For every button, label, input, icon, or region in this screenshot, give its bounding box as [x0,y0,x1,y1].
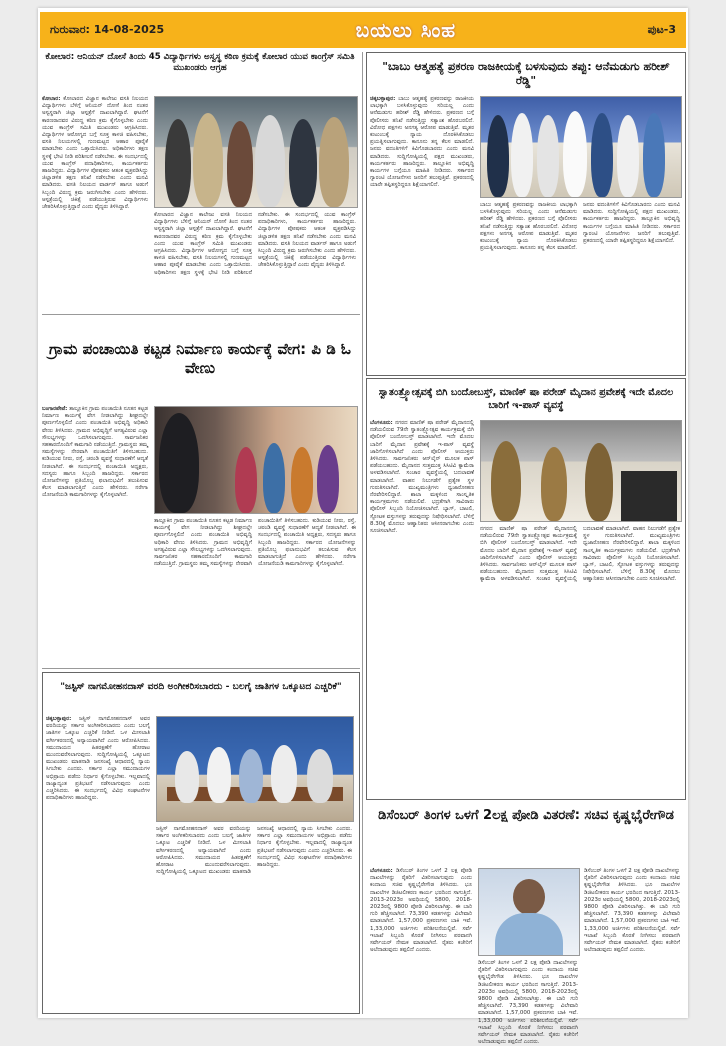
story-dateline: ಬೆಂಗಳೂರು: [370,868,393,874]
masthead [40,12,686,48]
story-body [370,420,474,794]
story-dateline: ಬೆಂಗಳೂರು: [370,420,393,426]
story-dateline: ಚಿಕ್ಕಬಳ್ಳಾಪುರ: [46,716,72,722]
column-divider [362,52,363,1014]
story-headline: ಕೋಲಾರ: ಆನಿಯನ್ ದೋಸೆ ತಿಂದು 45 ವಿದ್ಯಾರ್ಥಿಗಳು ಅಸ್ವಸ್ಥ ಕಠಿಣ ಕ್ರಮಕ್ಕೆ ಕೋಲಾರ ಯುವ ಕಾಂಗ್ರೆಸ್ ಸಮಿತಿ ಮುಖಂಡರು ಆಗ್ರಹ [45,52,355,73]
news-photo [480,420,682,522]
news-photo [154,96,358,208]
story-text-continued: ಬಾಬು ಆತ್ಮಹತ್ಯೆ ಪ್ರಕರಣವನ್ನು ರಾಜಕೀಯ ಲಾಭಕ್ಕಾಗಿ ಬಳಸಿಕೊಳ್ಳುವುದು ಸರಿಯಲ್ಲ ಎಂದು ಆನೆಮಡುಗು ಹರೀಶ್ ರೆಡ್ಡಿ ಹೇಳಿದರು. ಪ್ರಕರಣದ ಬಗ್ಗೆ ಪೊಲೀಸರು ತನಿಖೆ ನಡೆಸುತ್ತಿದ್ದು ಸತ್ಯಾಂಶ ಹೊರಬರಲಿದೆ. ವಿರೋಧ ಪಕ್ಷಗಳು ಅನಗತ್ಯ ಆರೋಪ ಮಾಡುತ್ತಿವೆ. ಮೃತರ ಕುಟುಂಬಕ್ಕೆ ನ್ಯಾಯ ದೊರಕಿಸಿಕೊಡಲು ಪ್ರಯತ್ನಿಸಲಾಗುವುದು. ಕಾನೂನು ತನ್ನ ಕೆಲಸ ಮಾಡಲಿದೆ. ಜನರು ವದಂತಿಗಳಿಗೆ ಕಿವಿಗೊಡಬಾರದು ಎಂದು ಮನವಿ ಮಾಡಿದರು. ಸುದ್ದಿಗೋಷ್ಠಿಯಲ್ಲಿ ಪಕ್ಷದ ಮುಖಂಡರು, ಕಾರ್ಯಕರ್ತರು ಹಾಜರಿದ್ದರು. ತಾಲ್ಲೂಕಿನ ಅಭಿವೃದ್ಧಿ ಕಾರ್ಯಗಳ ಬಗ್ಗೆಯೂ ಮಾಹಿತಿ ನೀಡಿದರು. ಸರ್ಕಾರದ ಗ್ಯಾರಂಟಿ ಯೋಜನೆಗಳು ಜನರಿಗೆ ತಲುಪುತ್ತಿವೆ. ಪ್ರಕರಣದಲ್ಲಿ ಯಾರೇ ತಪ್ಪಿತಸ್ಥರಿದ್ದರೂ ಶಿಕ್ಷೆಯಾಗಲಿದೆ. [480,202,680,252]
story-body [46,716,150,1008]
story-text: ತಾಲ್ಲೂಕಿನ ಗ್ರಾಮ ಪಂಚಾಯಿತಿ ನೂತನ ಕಟ್ಟಡ ನಿರ್ಮಾಣ ಕಾರ್ಯಕ್ಕೆ ವೇಗ ನೀಡಲಾಗಿದ್ದು ಶೀಘ್ರದಲ್ಲೇ ಪೂರ್ಣಗೊಳ್ಳಲಿದೆ ಎಂದು ಪಂಚಾಯಿತಿ ಅಭಿವೃದ್ಧಿ ಅಧಿಕಾರಿ ವೇಣು ತಿಳಿಸಿದರು. ಗ್ರಾಮದ ಅಭಿವೃದ್ಧಿಗೆ ಅಗತ್ಯವಿರುವ ಎಲ್ಲಾ ಸೌಲಭ್ಯಗಳನ್ನು ಒದಗಿಸಲಾಗುವುದು. ಸಾರ್ವಜನಿಕರ ಸಹಕಾರದೊಂದಿಗೆ ಕಾಮಗಾರಿ ನಡೆಯುತ್ತಿದೆ. ಗ್ರಾಮಸ್ಥರು ತಮ್ಮ ಸಮಸ್ಯೆಗಳನ್ನು ನೇರವಾಗಿ ಪಂಚಾಯಿತಿಗೆ ತಿಳಿಸಬಹುದು. ಕುಡಿಯುವ ನೀರು, ರಸ್ತೆ, ಚರಂಡಿ ವ್ಯವಸ್ಥೆ ಸುಧಾರಣೆಗೆ ಆದ್ಯತೆ ನೀಡಲಾಗಿದೆ. ಈ ಸಂದರ್ಭದಲ್ಲಿ ಪಂಚಾಯಿತಿ ಅಧ್ಯಕ್ಷರು, ಸದಸ್ಯರು ಹಾಗೂ ಸಿಬ್ಬಂದಿ ಹಾಜರಿದ್ದರು. ಸರ್ಕಾರದ ಯೋಜನೆಗಳನ್ನು ಪ್ರತಿಯೊಬ್ಬ ಫಲಾನುಭವಿಗೆ ತಲುಪಿಸುವ ಕೆಲಸ ಮಾಡಲಾಗುತ್ತಿದೆ ಎಂದು ಹೇಳಿದರು. ನರೇಗಾ ಯೋಜನೆಯಡಿ ಕಾಮಗಾರಿಗಳನ್ನು ಕೈಗೊಳ್ಳಲಾಗಿದೆ. [42,406,148,499]
story-body-continued [480,202,680,370]
news-photo [480,96,682,198]
page-number: ಪುಟ-3 [647,23,676,36]
story-body-continued [584,868,680,1012]
story-text: ಬಾಬು ಆತ್ಮಹತ್ಯೆ ಪ್ರಕರಣವನ್ನು ರಾಜಕೀಯ ಲಾಭಕ್ಕಾಗಿ ಬಳಸಿಕೊಳ್ಳುವುದು ಸರಿಯಲ್ಲ ಎಂದು ಆನೆಮಡುಗು ಹರೀಶ್ ರೆಡ್ಡಿ ಹೇಳಿದರು. ಪ್ರಕರಣದ ಬಗ್ಗೆ ಪೊಲೀಸರು ತನಿಖೆ ನಡೆಸುತ್ತಿದ್ದು ಸತ್ಯಾಂಶ ಹೊರಬರಲಿದೆ. ವಿರೋಧ ಪಕ್ಷಗಳು ಅನಗತ್ಯ ಆರೋಪ ಮಾಡುತ್ತಿವೆ. ಮೃತರ ಕುಟುಂಬಕ್ಕೆ ನ್ಯಾಯ ದೊರಕಿಸಿಕೊಡಲು ಪ್ರಯತ್ನಿಸಲಾಗುವುದು. ಕಾನೂನು ತನ್ನ ಕೆಲಸ ಮಾಡಲಿದೆ. ಜನರು ವದಂತಿಗಳಿಗೆ ಕಿವಿಗೊಡಬಾರದು ಎಂದು ಮನವಿ ಮಾಡಿದರು. ಸುದ್ದಿಗೋಷ್ಠಿಯಲ್ಲಿ ಪಕ್ಷದ ಮುಖಂಡರು, ಕಾರ್ಯಕರ್ತರು ಹಾಜರಿದ್ದರು. ತಾಲ್ಲೂಕಿನ ಅಭಿವೃದ್ಧಿ ಕಾರ್ಯಗಳ ಬಗ್ಗೆಯೂ ಮಾಹಿತಿ ನೀಡಿದರು. ಸರ್ಕಾರದ ಗ್ಯಾರಂಟಿ ಯೋಜನೆಗಳು ಜನರಿಗೆ ತಲುಪುತ್ತಿವೆ. ಪ್ರಕರಣದಲ್ಲಿ ಯಾರೇ ತಪ್ಪಿತಸ್ಥರಿದ್ದರೂ ಶಿಕ್ಷೆಯಾಗಲಿದೆ. [370,96,474,189]
minister-photo [478,868,580,956]
newspaper-page [38,8,688,1046]
story-headline: ಗ್ರಾಮ ಪಂಚಾಯಿತಿ ಕಟ್ಟಡ ನಿರ್ಮಾಣ ಕಾರ್ಯಕ್ಕೆ ವೇಗ: ಪಿ ಡಿ ಓ ವೇಣು [49,340,351,377]
story-body [370,96,474,370]
story-text-continued: ತಾಲ್ಲೂಕಿನ ಗ್ರಾಮ ಪಂಚಾಯಿತಿ ನೂತನ ಕಟ್ಟಡ ನಿರ್ಮಾಣ ಕಾರ್ಯಕ್ಕೆ ವೇಗ ನೀಡಲಾಗಿದ್ದು ಶೀಘ್ರದಲ್ಲೇ ಪೂರ್ಣಗೊಳ್ಳಲಿದೆ ಎಂದು ಪಂಚಾಯಿತಿ ಅಭಿವೃದ್ಧಿ ಅಧಿಕಾರಿ ವೇಣು ತಿಳಿಸಿದರು. ಗ್ರಾಮದ ಅಭಿವೃದ್ಧಿಗೆ ಅಗತ್ಯವಿರುವ ಎಲ್ಲಾ ಸೌಲಭ್ಯಗಳನ್ನು ಒದಗಿಸಲಾಗುವುದು. ಸಾರ್ವಜನಿಕರ ಸಹಕಾರದೊಂದಿಗೆ ಕಾಮಗಾರಿ ನಡೆಯುತ್ತಿದೆ. ಗ್ರಾಮಸ್ಥರು ತಮ್ಮ ಸಮಸ್ಯೆಗಳನ್ನು ನೇರವಾಗಿ ಪಂಚಾಯಿತಿಗೆ ತಿಳಿಸಬಹುದು. ಕುಡಿಯುವ ನೀರು, ರಸ್ತೆ, ಚರಂಡಿ ವ್ಯವಸ್ಥೆ ಸುಧಾರಣೆಗೆ ಆದ್ಯತೆ ನೀಡಲಾಗಿದೆ. ಈ ಸಂದರ್ಭದಲ್ಲಿ ಪಂಚಾಯಿತಿ ಅಧ್ಯಕ್ಷರು, ಸದಸ್ಯರು ಹಾಗೂ ಸಿಬ್ಬಂದಿ ಹಾಜರಿದ್ದರು. ಸರ್ಕಾರದ ಯೋಜನೆಗಳನ್ನು ಪ್ರತಿಯೊಬ್ಬ ಫಲಾನುಭವಿಗೆ ತಲುಪಿಸುವ ಕೆಲಸ ಮಾಡಲಾಗುತ್ತಿದೆ ಎಂದು ಹೇಳಿದರು. ನರೇಗಾ ಯೋಜನೆಯಡಿ ಕಾಮಗಾರಿಗಳನ್ನು ಕೈಗೊಳ್ಳಲಾಗಿದೆ. [154,518,356,568]
story-dateline: ಚಿಕ್ಕಬಳ್ಳಾಪುರ: [370,96,396,102]
story-dateline: ಬಂಗಾರಪೇಟೆ: [42,406,68,412]
story-babu-case [370,56,682,372]
story-text-continued: ಕೋಲಾರದ ವಿಜ್ಞಾನ ಕಾಲೇಜು ವಸತಿ ನಿಲಯದ ವಿದ್ಯಾರ್ಥಿಗಳು ಬೆಳಿಗ್ಗೆ ಆನಿಯನ್ ದೋಸೆ ತಿಂದ ನಂತರ ಅಸ್ವಸ್ಥರಾಗಿ ಜಿಲ್ಲಾ ಆಸ್ಪತ್ರೆಗೆ ದಾಖಲಾಗಿದ್ದಾರೆ. ಘಟನೆಗೆ ಕಾರಣರಾದವರ ವಿರುದ್ಧ ಕಠಿಣ ಕ್ರಮ ಕೈಗೊಳ್ಳಬೇಕು ಎಂದು ಯುವ ಕಾಂಗ್ರೆಸ್ ಸಮಿತಿ ಮುಖಂಡರು ಆಗ್ರಹಿಸಿದರು. ವಿದ್ಯಾರ್ಥಿಗಳ ಆರೋಗ್ಯದ ಬಗ್ಗೆ ಸೂಕ್ತ ಕಾಳಜಿ ವಹಿಸಬೇಕು, ವಸತಿ ನಿಲಯಗಳಲ್ಲಿ ಗುಣಮಟ್ಟದ ಆಹಾರ ಪೂರೈಕೆ ಮಾಡಬೇಕು ಎಂದು ಒತ್ತಾಯಿಸಿದರು. ಅಧಿಕಾರಿಗಳು ತಕ್ಷಣ ಸ್ಥಳಕ್ಕೆ ಭೇಟಿ ನೀಡಿ ಪರಿಶೀಲನೆ ನಡೆಸಬೇಕು. ಈ ಸಂದರ್ಭದಲ್ಲಿ ಯುವ ಕಾಂಗ್ರೆಸ್ ಪದಾಧಿಕಾರಿಗಳು, ಕಾರ್ಯಕರ್ತರು ಹಾಜರಿದ್ದರು. ವಿದ್ಯಾರ್ಥಿಗಳ ಪೋಷಕರು ಆತಂಕ ವ್ಯಕ್ತಪಡಿಸಿದ್ದು ಜಿಲ್ಲಾಡಳಿತ ತಕ್ಷಣ ತನಿಖೆ ನಡೆಸಬೇಕು ಎಂದು ಮನವಿ ಮಾಡಿದರು. ವಸತಿ ನಿಲಯದ ವಾರ್ಡನ್ ಹಾಗೂ ಅಡುಗೆ ಸಿಬ್ಬಂದಿ ವಿರುದ್ಧ ಕ್ರಮ ಜರುಗಿಸಬೇಕು ಎಂದು ಹೇಳಿದರು. ಆಸ್ಪತ್ರೆಯಲ್ಲಿ ಚಿಕಿತ್ಸೆ ಪಡೆಯುತ್ತಿರುವ ವಿದ್ಯಾರ್ಥಿಗಳು ಚೇತರಿಸಿಕೊಳ್ಳುತ್ತಿದ್ದಾರೆ ಎಂದು ವೈದ್ಯರು ತಿಳಿಸಿದ್ದಾರೆ. [154,212,356,276]
story-justice-report [46,676,356,1010]
story-body-under-photo [478,960,578,1046]
story-text: ನಗರದ ಮಾಣಿಕ್ ಷಾ ಪರೇಡ್ ಮೈದಾನದಲ್ಲಿ ನಡೆಯಲಿರುವ 79ನೇ ಸ್ವಾತಂತ್ರ್ಯೋತ್ಸವ ಕಾರ್ಯಕ್ರಮಕ್ಕೆ ಬಿಗಿ ಪೊಲೀಸ್ ಬಂದೋಬಸ್ತ್ ಮಾಡಲಾಗಿದೆ. ಇದೇ ಮೊದಲ ಬಾರಿಗೆ ಮೈದಾನ ಪ್ರವೇಶಕ್ಕೆ ಇ-ಪಾಸ್ ವ್ಯವಸ್ಥೆ ಜಾರಿಗೊಳಿಸಲಾಗಿದೆ ಎಂದು ಪೊಲೀಸ್ ಆಯುಕ್ತರು ತಿಳಿಸಿದರು. ಸಾರ್ವಜನಿಕರು ಆನ್‌ಲೈನ್ ಮೂಲಕ ಪಾಸ್ ಪಡೆಯಬಹುದು. ಮೈದಾನದ ಸುತ್ತಮುತ್ತ ಸಿಸಿಟಿವಿ ಕ್ಯಾಮೆರಾ ಅಳವಡಿಸಲಾಗಿದೆ. ಸಂಚಾರ ವ್ಯವಸ್ಥೆಯಲ್ಲಿ ಬದಲಾವಣೆ ಮಾಡಲಾಗಿದೆ. ವಾಹನ ನಿಲುಗಡೆಗೆ ಪ್ರತ್ಯೇಕ ಸ್ಥಳ ಗುರುತಿಸಲಾಗಿದೆ. ಮುಖ್ಯಮಂತ್ರಿಗಳು ಧ್ವಜಾರೋಹಣ ನೆರವೇರಿಸಲಿದ್ದಾರೆ. ಶಾಲಾ ಮಕ್ಕಳಿಂದ ಸಾಂಸ್ಕೃತಿಕ ಕಾರ್ಯಕ್ರಮಗಳು ನಡೆಯಲಿವೆ. ಭದ್ರತೆಗಾಗಿ ಸಾವಿರಾರು ಪೊಲೀಸ್ ಸಿಬ್ಬಂದಿ ನಿಯೋಜಿಸಲಾಗಿದೆ. ಬ್ಯಾಗ್, ಬಾಟಲಿ, ಸ್ಫೋಟಕ ವಸ್ತುಗಳನ್ನು ತರುವುದನ್ನು ನಿಷೇಧಿಸಲಾಗಿದೆ. ಬೆಳಿಗ್ಗೆ 8.30ಕ್ಕೆ ಮೊದಲು ಆಹ್ವಾನಿತರು ಆಸೀನರಾಗಬೇಕು ಎಂದು ಸೂಚಿಸಲಾಗಿದೆ. [370,420,474,535]
story-podi-distribution [370,804,682,1046]
story-headline: "ಬಾಬು ಆತ್ಮಹತ್ಯೆ ಪ್ರಕರಣ ರಾಜಕೀಯಕ್ಕೆ ಬಳಸುವುದು ತಪ್ಪು: ಆನೆಮಡುಗು ಹರೀಶ್ ರೆಡ್ಡಿ" [382,60,670,87]
story-headline: ಡಿಸೆಂಬರ್ ತಿಂಗಳ ಒಳಗೆ 2ಲಕ್ಷ ಪೋಡಿ ವಿತರಣೆ: ಸಚಿವ ಕೃಷ್ಣಭೈರೇಗೌಡ [378,808,674,823]
story-body [42,406,148,664]
story-text: ಡಿಸೆಂಬರ್ ತಿಂಗಳ ಒಳಗೆ 2 ಲಕ್ಷ ಪೋಡಿ ದಾಖಲೆಗಳನ್ನು ರೈತರಿಗೆ ವಿತರಿಸಲಾಗುವುದು ಎಂದು ಕಂದಾಯ ಸಚಿವ ಕೃಷ್ಣಭೈರೇಗೌಡ ತಿಳಿಸಿದರು. ಭೂ ದಾಖಲೆಗಳ ಡಿಜಿಟಲೀಕರಣ ಕಾರ್ಯ ಭರದಿಂದ ಸಾಗುತ್ತಿದೆ. 2013-2023ರ ಅವಧಿಯಲ್ಲಿ 5800, 2018-2023ರಲ್ಲಿ 9800 ಪೋಡಿ ವಿತರಿಸಲಾಗಿತ್ತು. ಈ ಬಾರಿ ಗುರಿ ಹೆಚ್ಚಿಸಲಾಗಿದೆ. 73,390 ಕಡತಗಳನ್ನು ವಿಲೇವಾರಿ ಮಾಡಲಾಗಿದೆ. 1,57,000 ಪ್ರಕರಣಗಳು ಬಾಕಿ ಇವೆ. 1,33,000 ಅರ್ಜಿಗಳು ಪರಿಶೀಲನೆಯಲ್ಲಿವೆ. ಸರ್ವೆ ಇಲಾಖೆ ಸಿಬ್ಬಂದಿ ಕೊರತೆ ನೀಗಿಸಲು ಪರವಾನಗಿ ಸರ್ವೇಯರ್ ನೇಮಕ ಮಾಡಲಾಗಿದೆ. ರೈತರು ಕಚೇರಿಗೆ ಅಲೆದಾಡುವುದು ತಪ್ಪಲಿದೆ ಎಂದರು. [370,868,472,954]
story-body-continued [480,526,680,794]
story-text-continued: ಜಸ್ಟಿಸ್ ನಾಗಮೋಹನದಾಸ್ ಅವರ ವರದಿಯನ್ನು ಸರ್ಕಾರ ಅಂಗೀಕರಿಸಬಾರದು ಎಂದು ಬಲಗೈ ಜಾತಿಗಳ ಒಕ್ಕೂಟ ಎಚ್ಚರಿಕೆ ನೀಡಿದೆ. ಒಳ ಮೀಸಲಾತಿ ವರ್ಗೀಕರಣದಲ್ಲಿ ಅನ್ಯಾಯವಾಗಿದೆ ಎಂದು ಆರೋಪಿಸಿದರು. ಸಮುದಾಯದ ಹಿತರಕ್ಷಣೆಗೆ ಹೋರಾಟ ಮುಂದುವರೆಸಲಾಗುವುದು. ಸುದ್ದಿಗೋಷ್ಠಿಯಲ್ಲಿ ಒಕ್ಕೂಟದ ಮುಖಂಡರು ಮಾತನಾಡಿ ಜನಸಂಖ್ಯೆ ಆಧಾರದಲ್ಲಿ ನ್ಯಾಯ ಸಿಗಬೇಕು ಎಂದರು. ಸರ್ಕಾರ ಎಲ್ಲಾ ಸಮುದಾಯಗಳ ಅಭಿಪ್ರಾಯ ಪಡೆದು ನಿರ್ಧಾರ ಕೈಗೊಳ್ಳಬೇಕು. ಇಲ್ಲವಾದಲ್ಲಿ ರಾಜ್ಯಾದ್ಯಂತ ಪ್ರತಿಭಟನೆ ನಡೆಸಲಾಗುವುದು ಎಂದು ಎಚ್ಚರಿಸಿದರು. ಈ ಸಂದರ್ಭದಲ್ಲಿ ವಿವಿಧ ಸಂಘಟನೆಗಳ ಪದಾಧಿಕಾರಿಗಳು ಹಾಜರಿದ್ದರು. [156,826,352,876]
story-text-continued: ನಗರದ ಮಾಣಿಕ್ ಷಾ ಪರೇಡ್ ಮೈದಾನದಲ್ಲಿ ನಡೆಯಲಿರುವ 79ನೇ ಸ್ವಾತಂತ್ರ್ಯೋತ್ಸವ ಕಾರ್ಯಕ್ರಮಕ್ಕೆ ಬಿಗಿ ಪೊಲೀಸ್ ಬಂದೋಬಸ್ತ್ ಮಾಡಲಾಗಿದೆ. ಇದೇ ಮೊದಲ ಬಾರಿಗೆ ಮೈದಾನ ಪ್ರವೇಶಕ್ಕೆ ಇ-ಪಾಸ್ ವ್ಯವಸ್ಥೆ ಜಾರಿಗೊಳಿಸಲಾಗಿದೆ ಎಂದು ಪೊಲೀಸ್ ಆಯುಕ್ತರು ತಿಳಿಸಿದರು. ಸಾರ್ವಜನಿಕರು ಆನ್‌ಲೈನ್ ಮೂಲಕ ಪಾಸ್ ಪಡೆಯಬಹುದು. ಮೈದಾನದ ಸುತ್ತಮುತ್ತ ಸಿಸಿಟಿವಿ ಕ್ಯಾಮೆರಾ ಅಳವಡಿಸಲಾಗಿದೆ. ಸಂಚಾರ ವ್ಯವಸ್ಥೆಯಲ್ಲಿ ಬದಲಾವಣೆ ಮಾಡಲಾಗಿದೆ. ವಾಹನ ನಿಲುಗಡೆಗೆ ಪ್ರತ್ಯೇಕ ಸ್ಥಳ ಗುರುತಿಸಲಾಗಿದೆ. ಮುಖ್ಯಮಂತ್ರಿಗಳು ಧ್ವಜಾರೋಹಣ ನೆರವೇರಿಸಲಿದ್ದಾರೆ. ಶಾಲಾ ಮಕ್ಕಳಿಂದ ಸಾಂಸ್ಕೃತಿಕ ಕಾರ್ಯಕ್ರಮಗಳು ನಡೆಯಲಿವೆ. ಭದ್ರತೆಗಾಗಿ ಸಾವಿರಾರು ಪೊಲೀಸ್ ಸಿಬ್ಬಂದಿ ನಿಯೋಜಿಸಲಾಗಿದೆ. ಬ್ಯಾಗ್, ಬಾಟಲಿ, ಸ್ಫೋಟಕ ವಸ್ತುಗಳನ್ನು ತರುವುದನ್ನು ನಿಷೇಧಿಸಲಾಗಿದೆ. ಬೆಳಿಗ್ಗೆ 8.30ಕ್ಕೆ ಮೊದಲು ಆಹ್ವಾನಿತರು ಆಸೀನರಾಗಬೇಕು ಎಂದು ಸೂಚಿಸಲಾಗಿದೆ. [480,526,680,583]
story-body-continued [156,826,352,1008]
news-photo [156,716,354,822]
story-text: ಕೋಲಾರದ ವಿಜ್ಞಾನ ಕಾಲೇಜು ವಸತಿ ನಿಲಯದ ವಿದ್ಯಾರ್ಥಿಗಳು ಬೆಳಿಗ್ಗೆ ಆನಿಯನ್ ದೋಸೆ ತಿಂದ ನಂತರ ಅಸ್ವಸ್ಥರಾಗಿ ಜಿಲ್ಲಾ ಆಸ್ಪತ್ರೆಗೆ ದಾಖಲಾಗಿದ್ದಾರೆ. ಘಟನೆಗೆ ಕಾರಣರಾದವರ ವಿರುದ್ಧ ಕಠಿಣ ಕ್ರಮ ಕೈಗೊಳ್ಳಬೇಕು ಎಂದು ಯುವ ಕಾಂಗ್ರೆಸ್ ಸಮಿತಿ ಮುಖಂಡರು ಆಗ್ರಹಿಸಿದರು. ವಿದ್ಯಾರ್ಥಿಗಳ ಆರೋಗ್ಯದ ಬಗ್ಗೆ ಸೂಕ್ತ ಕಾಳಜಿ ವಹಿಸಬೇಕು, ವಸತಿ ನಿಲಯಗಳಲ್ಲಿ ಗುಣಮಟ್ಟದ ಆಹಾರ ಪೂರೈಕೆ ಮಾಡಬೇಕು ಎಂದು ಒತ್ತಾಯಿಸಿದರು. ಅಧಿಕಾರಿಗಳು ತಕ್ಷಣ ಸ್ಥಳಕ್ಕೆ ಭೇಟಿ ನೀಡಿ ಪರಿಶೀಲನೆ ನಡೆಸಬೇಕು. ಈ ಸಂದರ್ಭದಲ್ಲಿ ಯುವ ಕಾಂಗ್ರೆಸ್ ಪದಾಧಿಕಾರಿಗಳು, ಕಾರ್ಯಕರ್ತರು ಹಾಜರಿದ್ದರು. ವಿದ್ಯಾರ್ಥಿಗಳ ಪೋಷಕರು ಆತಂಕ ವ್ಯಕ್ತಪಡಿಸಿದ್ದು ಜಿಲ್ಲಾಡಳಿತ ತಕ್ಷಣ ತನಿಖೆ ನಡೆಸಬೇಕು ಎಂದು ಮನವಿ ಮಾಡಿದರು. ವಸತಿ ನಿಲಯದ ವಾರ್ಡನ್ ಹಾಗೂ ಅಡುಗೆ ಸಿಬ್ಬಂದಿ ವಿರುದ್ಧ ಕ್ರಮ ಜರುಗಿಸಬೇಕು ಎಂದು ಹೇಳಿದರು. ಆಸ್ಪತ್ರೆಯಲ್ಲಿ ಚಿಕಿತ್ಸೆ ಪಡೆಯುತ್ತಿರುವ ವಿದ್ಯಾರ್ಥಿಗಳು ಚೇತರಿಸಿಕೊಳ್ಳುತ್ತಿದ್ದಾರೆ ಎಂದು ವೈದ್ಯರು ತಿಳಿಸಿದ್ದಾರೆ. [42,96,149,211]
story-body [370,868,472,1012]
story-kolar-students [42,52,358,314]
newspaper-title: ಬಯಲು ಸಿಂಹ [355,18,457,42]
story-panchayat-building [42,318,358,666]
story-independence-day [370,382,682,796]
story-headline: "ಜಸ್ಟಿಸ್ ನಾಗಮೋಹನದಾಸ್ ವರದಿ ಅಂಗೀಕರಿಸಬಾರದು - ಬಲಗೈ ಜಾತಿಗಳ ಒಕ್ಕೂಟದ ಎಚ್ಚರಿಕೆ" [60,681,342,692]
story-body-continued [154,518,356,664]
story-headline: ಸ್ವಾತಂತ್ರ್ಯೋತ್ಸವಕ್ಕೆ ಬಿಗಿ ಬಂದೋಬಸ್ತ್, ಮಾಣಿಕ್ ಷಾ ಪರೇಡ್ ಮೈದಾನ ಪ್ರವೇಶಕ್ಕೆ ಇದೇ ಮೊದಲ ಬಾರಿಗೆ ಇ-ಪಾಸ್ ವ್ಯವಸ್ಥೆ [378,387,674,411]
issue-date: ಗುರುವಾರ: 14-08-2025 [50,23,165,36]
story-body [42,96,148,312]
story-dateline: ಕೋಲಾರ: [42,96,61,102]
story-text: ಜಸ್ಟಿಸ್ ನಾಗಮೋಹನದಾಸ್ ಅವರ ವರದಿಯನ್ನು ಸರ್ಕಾರ ಅಂಗೀಕರಿಸಬಾರದು ಎಂದು ಬಲಗೈ ಜಾತಿಗಳ ಒಕ್ಕೂಟ ಎಚ್ಚರಿಕೆ ನೀಡಿದೆ. ಒಳ ಮೀಸಲಾತಿ ವರ್ಗೀಕರಣದಲ್ಲಿ ಅನ್ಯಾಯವಾಗಿದೆ ಎಂದು ಆರೋಪಿಸಿದರು. ಸಮುದಾಯದ ಹಿತರಕ್ಷಣೆಗೆ ಹೋರಾಟ ಮುಂದುವರೆಸಲಾಗುವುದು. ಸುದ್ದಿಗೋಷ್ಠಿಯಲ್ಲಿ ಒಕ್ಕೂಟದ ಮುಖಂಡರು ಮಾತನಾಡಿ ಜನಸಂಖ್ಯೆ ಆಧಾರದಲ್ಲಿ ನ್ಯಾಯ ಸಿಗಬೇಕು ಎಂದರು. ಸರ್ಕಾರ ಎಲ್ಲಾ ಸಮುದಾಯಗಳ ಅಭಿಪ್ರಾಯ ಪಡೆದು ನಿರ್ಧಾರ ಕೈಗೊಳ್ಳಬೇಕು. ಇಲ್ಲವಾದಲ್ಲಿ ರಾಜ್ಯಾದ್ಯಂತ ಪ್ರತಿಭಟನೆ ನಡೆಸಲಾಗುವುದು ಎಂದು ಎಚ್ಚರಿಸಿದರು. ಈ ಸಂದರ್ಭದಲ್ಲಿ ವಿವಿಧ ಸಂಘಟನೆಗಳ ಪದಾಧಿಕಾರಿಗಳು ಹಾಜರಿದ್ದರು. [46,716,150,802]
news-photo [154,406,358,514]
story-body-continued [154,212,356,312]
story-text-continued: ಡಿಸೆಂಬರ್ ತಿಂಗಳ ಒಳಗೆ 2 ಲಕ್ಷ ಪೋಡಿ ದಾಖಲೆಗಳನ್ನು ರೈತರಿಗೆ ವಿತರಿಸಲಾಗುವುದು ಎಂದು ಕಂದಾಯ ಸಚಿವ ಕೃಷ್ಣಭೈರೇಗೌಡ ತಿಳಿಸಿದರು. ಭೂ ದಾಖಲೆಗಳ ಡಿಜಿಟಲೀಕರಣ ಕಾರ್ಯ ಭರದಿಂದ ಸಾಗುತ್ತಿದೆ. 2013-2023ರ ಅವಧಿಯಲ್ಲಿ 5800, 2018-2023ರಲ್ಲಿ 9800 ಪೋಡಿ ವಿತರಿಸಲಾಗಿತ್ತು. ಈ ಬಾರಿ ಗುರಿ ಹೆಚ್ಚಿಸಲಾಗಿದೆ. 73,390 ಕಡತಗಳನ್ನು ವಿಲೇವಾರಿ ಮಾಡಲಾಗಿದೆ. 1,57,000 ಪ್ರಕರಣಗಳು ಬಾಕಿ ಇವೆ. 1,33,000 ಅರ್ಜಿಗಳು ಪರಿಶೀಲನೆಯಲ್ಲಿವೆ. ಸರ್ವೆ ಇಲಾಖೆ ಸಿಬ್ಬಂದಿ ಕೊರತೆ ನೀಗಿಸಲು ಪರವಾನಗಿ ಸರ್ವೇಯರ್ ನೇಮಕ ಮಾಡಲಾಗಿದೆ. ರೈತರು ಕಚೇರಿಗೆ ಅಲೆದಾಡುವುದು ತಪ್ಪಲಿದೆ ಎಂದರು. [584,868,680,954]
story-text-under-photo: ಡಿಸೆಂಬರ್ ತಿಂಗಳ ಒಳಗೆ 2 ಲಕ್ಷ ಪೋಡಿ ದಾಖಲೆಗಳನ್ನು ರೈತರಿಗೆ ವಿತರಿಸಲಾಗುವುದು ಎಂದು ಕಂದಾಯ ಸಚಿವ ಕೃಷ್ಣಭೈರೇಗೌಡ ತಿಳಿಸಿದರು. ಭೂ ದಾಖಲೆಗಳ ಡಿಜಿಟಲೀಕರಣ ಕಾರ್ಯ ಭರದಿಂದ ಸಾಗುತ್ತಿದೆ. 2013-2023ರ ಅವಧಿಯಲ್ಲಿ 5800, 2018-2023ರಲ್ಲಿ 9800 ಪೋಡಿ ವಿತರಿಸಲಾಗಿತ್ತು. ಈ ಬಾರಿ ಗುರಿ ಹೆಚ್ಚಿಸಲಾಗಿದೆ. 73,390 ಕಡತಗಳನ್ನು ವಿಲೇವಾರಿ ಮಾಡಲಾಗಿದೆ. 1,57,000 ಪ್ರಕರಣಗಳು ಬಾಕಿ ಇವೆ. 1,33,000 ಅರ್ಜಿಗಳು ಪರಿಶೀಲನೆಯಲ್ಲಿವೆ. ಸರ್ವೆ ಇಲಾಖೆ ಸಿಬ್ಬಂದಿ ಕೊರತೆ ನೀಗಿಸಲು ಪರವಾನಗಿ ಸರ್ವೇಯರ್ ನೇಮಕ ಮಾಡಲಾಗಿದೆ. ರೈತರು ಕಚೇರಿಗೆ ಅಲೆದಾಡುವುದು ತಪ್ಪಲಿದೆ ಎಂದರು. [478,960,578,1046]
